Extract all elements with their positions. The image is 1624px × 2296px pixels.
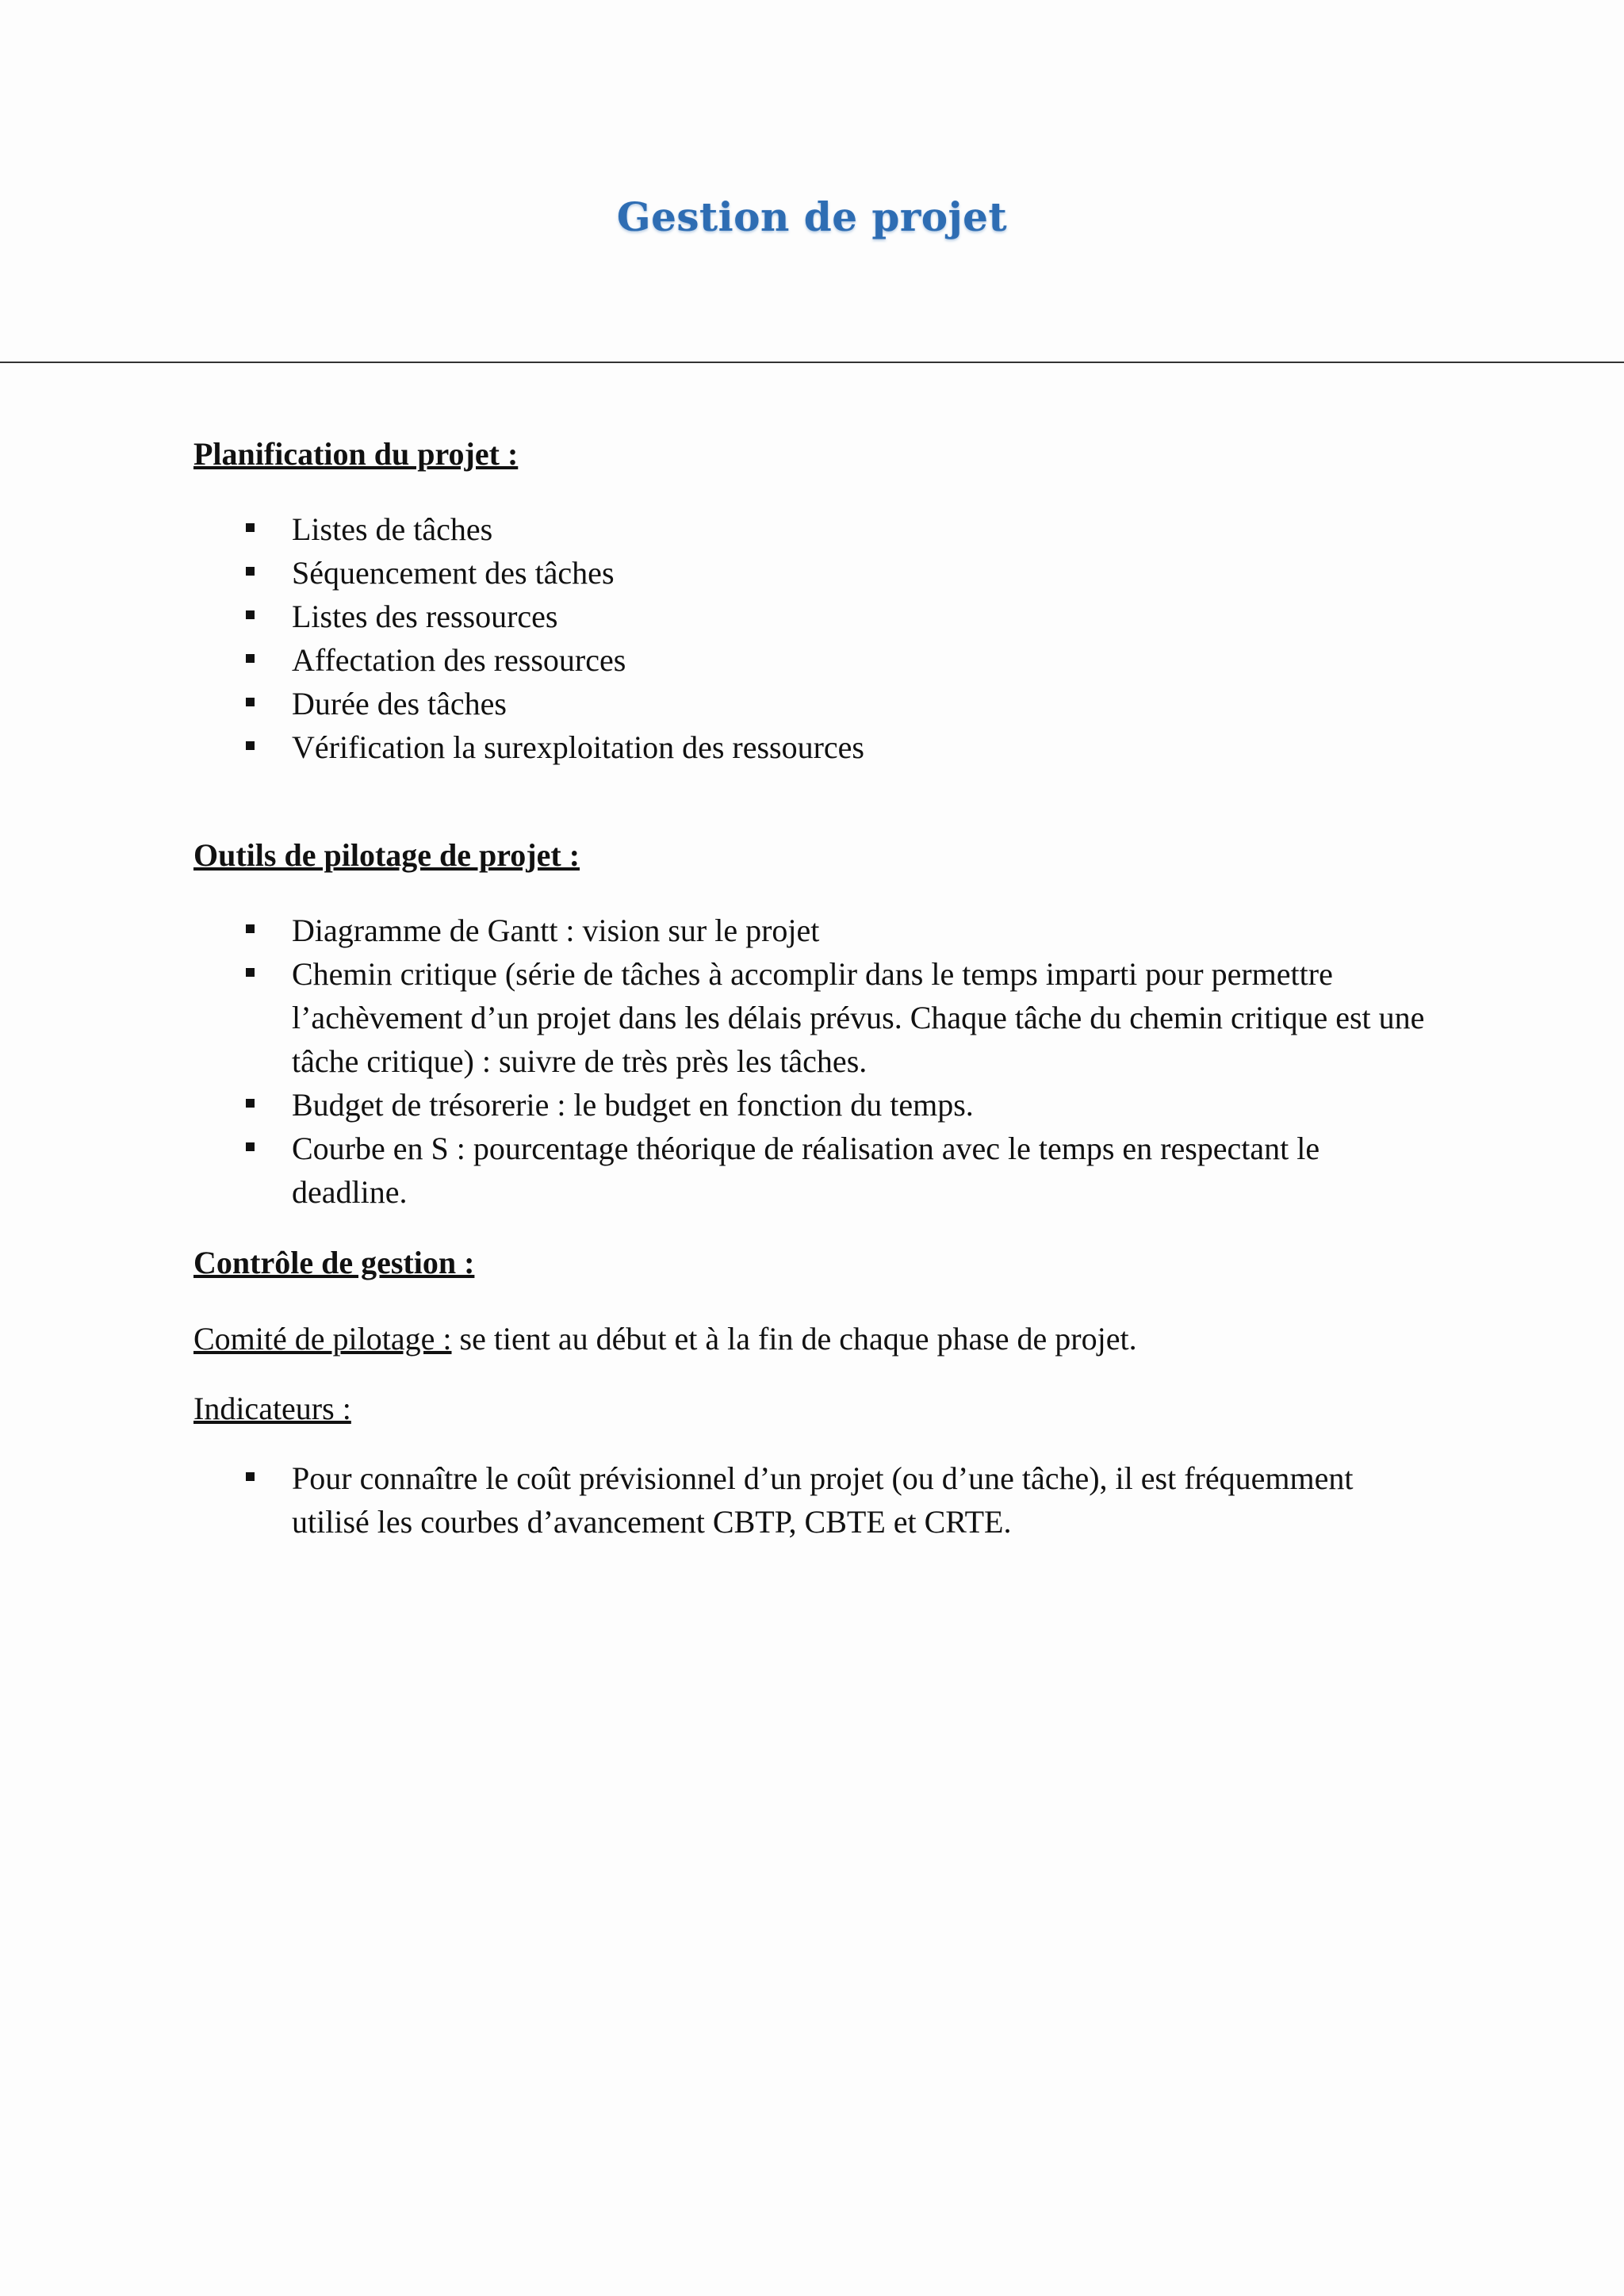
list-item: Courbe en S : pourcentage théorique de réalisation avec le temps en respectant le deadline. <box>193 1127 1431 1214</box>
square-bullet-icon <box>246 654 255 663</box>
list-item: Listes des ressources <box>193 595 1431 638</box>
list-item: Diagramme de Gantt : vision sur le projet <box>193 909 1431 952</box>
list-item: Durée des tâches <box>193 682 1431 725</box>
square-bullet-icon <box>246 698 255 706</box>
square-bullet-icon <box>246 924 255 933</box>
indicateurs-label: Indicateurs : <box>193 1391 351 1426</box>
square-bullet-icon <box>246 741 255 750</box>
list-item: Pour connaître le coût prévisionnel d’un projet (ou d’une tâche), il est fréquemment utilisé les courbes d’avancement CBTP, CBTE et CRTE. <box>193 1456 1431 1544</box>
list-item: Vérification la surexploitation des ressources <box>193 725 1431 769</box>
square-bullet-icon <box>246 1472 255 1481</box>
heading-controle: Contrôle de gestion : <box>193 1245 475 1280</box>
square-bullet-icon <box>246 968 255 977</box>
list-item: Budget de trésorerie : le budget en fonction du temps. <box>193 1083 1431 1127</box>
header-divider <box>0 362 1624 363</box>
list-outils <box>193 909 1431 1214</box>
heading-outils: Outils de pilotage de projet : <box>193 837 580 873</box>
square-bullet-icon <box>246 610 255 619</box>
square-bullet-icon <box>246 1142 255 1151</box>
list-planification <box>193 507 1431 769</box>
document-body <box>193 432 1431 1544</box>
list-indicateurs <box>193 1456 1431 1544</box>
list-item: Affectation des ressources <box>193 638 1431 682</box>
square-bullet-icon <box>246 567 255 576</box>
document-title: Gestion de projet <box>616 193 1008 240</box>
list-item: Séquencement des tâches <box>193 551 1431 595</box>
heading-planification: Planification du projet : <box>193 436 519 472</box>
comite-paragraph <box>193 1317 1431 1360</box>
square-bullet-icon <box>246 523 255 532</box>
comite-text: se tient au début et à la fin de chaque phase de projet. <box>451 1321 1137 1357</box>
list-item: Chemin critique (série de tâches à accomplir dans le temps imparti pour permettre l’achèvement d’un projet dans les délais prévus. Chaque tâche du chemin critique est une tâche critique) : suivre de très près les tâches. <box>193 952 1431 1083</box>
list-item: Listes de tâches <box>193 507 1431 551</box>
square-bullet-icon <box>246 1099 255 1108</box>
comite-label: Comité de pilotage : <box>193 1321 452 1357</box>
